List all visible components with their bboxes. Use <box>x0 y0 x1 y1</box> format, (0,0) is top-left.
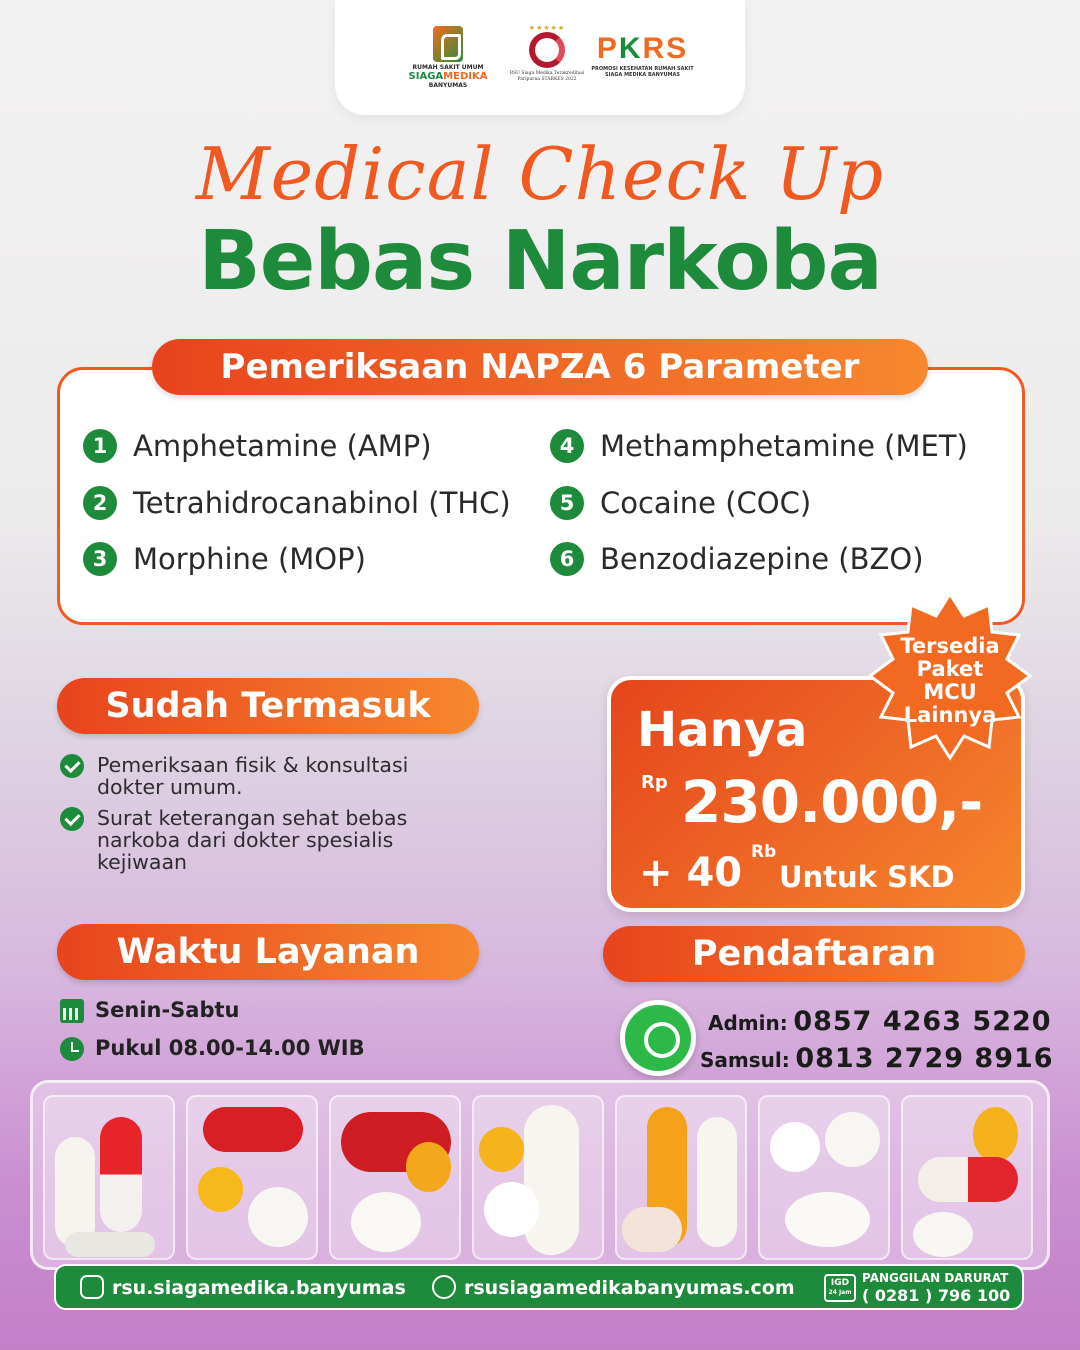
q-seal-icon <box>529 32 565 68</box>
number-badge: 2 <box>83 486 117 520</box>
included-item-text: Surat keterangan sehat bebas narkoba dari dokter spesialis kejiwaan <box>97 806 408 874</box>
number-badge: 5 <box>550 486 584 520</box>
badge-line: Tersedia <box>900 634 1000 658</box>
parameter-label: Morphine (MOP) <box>133 542 366 576</box>
pill-compartment <box>186 1095 318 1260</box>
calendar-icon <box>60 999 84 1023</box>
samsul-phone[interactable]: 0813 2729 8916 <box>795 1043 1054 1074</box>
stars-icon: ★★★★★ <box>528 24 566 32</box>
hospital-name-medika: MEDIKA <box>443 71 488 82</box>
pkrs-caption: PROMOSI KESEHATAN RUMAH SAKIT SIAGA MEDIKA BANYUMAS <box>591 66 694 78</box>
parameter-label: Amphetamine (AMP) <box>133 429 432 463</box>
hospital-logo-line3: BANYUMAS <box>428 82 468 89</box>
parameter-item <box>83 426 432 466</box>
badge-line: Lainnya <box>903 703 997 727</box>
globe-icon <box>432 1275 456 1299</box>
igd-label: IGD <box>830 1278 850 1288</box>
website-link[interactable]: rsusiagamedikabanyumas.com <box>464 1277 795 1299</box>
registration-samsul[interactable] <box>700 1043 1054 1074</box>
pill-compartment <box>472 1095 604 1260</box>
hospital-logo-line1: RUMAH SAKIT UMUM <box>412 64 484 71</box>
included-item <box>60 807 460 877</box>
header-logo-card <box>335 0 745 115</box>
admin-label: Admin: <box>708 1011 788 1035</box>
title-main: Bebas Narkoba <box>198 214 882 309</box>
igd-icon <box>824 1274 856 1302</box>
hospital-logo-name <box>393 71 503 82</box>
footer-bar <box>54 1264 1024 1310</box>
parameter-label: Tetrahidrocanabinol (THC) <box>133 486 511 520</box>
price-extra-label: Untuk SKD <box>779 860 955 894</box>
schedule-days: Senin-Sabtu <box>95 998 240 1022</box>
registration-admin[interactable] <box>708 1006 1052 1037</box>
admin-phone[interactable]: 0857 4263 5220 <box>793 1006 1052 1037</box>
registration-heading: Pendaftaran <box>603 926 1025 982</box>
badge-text <box>864 635 1036 727</box>
whatsapp-icon[interactable] <box>620 1000 696 1076</box>
parameter-label: Methamphetamine (MET) <box>600 429 968 463</box>
price-amount: 230.000,- <box>681 768 983 836</box>
price-currency: Rp <box>641 772 668 793</box>
parameter-item <box>83 539 366 579</box>
number-badge: 6 <box>550 542 584 576</box>
price-extra-unit: Rb <box>751 842 777 862</box>
badge-line: MCU <box>923 680 977 704</box>
clock-icon <box>60 1037 84 1061</box>
price-extra: + 40 <box>639 850 743 896</box>
title-script: Medical Check Up <box>195 132 885 216</box>
pill-compartment <box>758 1095 890 1260</box>
pill-compartment <box>329 1095 461 1260</box>
schedule-hours-row <box>60 1036 380 1062</box>
pkrs-letters-rs: RS <box>642 32 689 65</box>
included-heading: Sudah Termasuk <box>57 678 479 734</box>
parameter-item <box>550 426 968 466</box>
accreditation-caption: RSU Siaga Medika Terakreditasi Paripurna STARKES 2022 <box>509 71 585 82</box>
emergency-label: PANGGILAN DARURAT <box>862 1271 1009 1285</box>
pkrs-logo <box>585 32 700 78</box>
pkrs-letter-p: P <box>596 32 619 65</box>
parameter-label: Benzodiazepine (BZO) <box>600 542 924 576</box>
pill-organizer-image <box>30 1080 1050 1270</box>
schedule-days-row <box>60 998 320 1024</box>
badge-line: Paket <box>916 657 984 681</box>
parameter-box <box>57 367 1025 625</box>
number-badge: 4 <box>550 429 584 463</box>
pill-compartment <box>615 1095 747 1260</box>
instagram-handle[interactable]: rsu.siagamedika.banyumas <box>112 1277 406 1299</box>
igd-hours: 24 Jam <box>828 1289 852 1296</box>
instagram-icon[interactable] <box>80 1275 104 1299</box>
number-badge: 1 <box>83 429 117 463</box>
pill-compartment <box>901 1095 1033 1260</box>
check-icon <box>60 807 84 831</box>
schedule-heading: Waktu Layanan <box>57 924 479 980</box>
number-badge: 3 <box>83 542 117 576</box>
hospital-logo-icon <box>433 26 463 62</box>
hospital-name-siaga: SIAGA <box>408 71 444 82</box>
parameter-item <box>83 483 511 523</box>
check-icon <box>60 754 84 778</box>
accreditation-logo <box>507 24 587 104</box>
price-prefix: Hanya <box>637 702 808 758</box>
parameter-label: Cocaine (COC) <box>600 486 812 520</box>
parameter-heading: Pemeriksaan NAPZA 6 Parameter <box>152 339 928 395</box>
parameter-item <box>550 539 924 579</box>
hospital-logo <box>393 26 503 96</box>
included-item <box>60 754 460 800</box>
schedule-hours: Pukul 08.00-14.00 WIB <box>95 1036 365 1060</box>
pkrs-wordmark <box>585 32 700 66</box>
pill-compartment <box>43 1095 175 1260</box>
emergency-phone[interactable]: ( 0281 ) 796 100 <box>862 1286 1011 1305</box>
included-item-text: Pemeriksaan fisik & konsultasi dokter umum. <box>97 753 409 799</box>
pkrs-letter-k: K <box>618 32 643 65</box>
parameter-item <box>550 483 811 523</box>
samsul-label: Samsul: <box>700 1048 790 1072</box>
